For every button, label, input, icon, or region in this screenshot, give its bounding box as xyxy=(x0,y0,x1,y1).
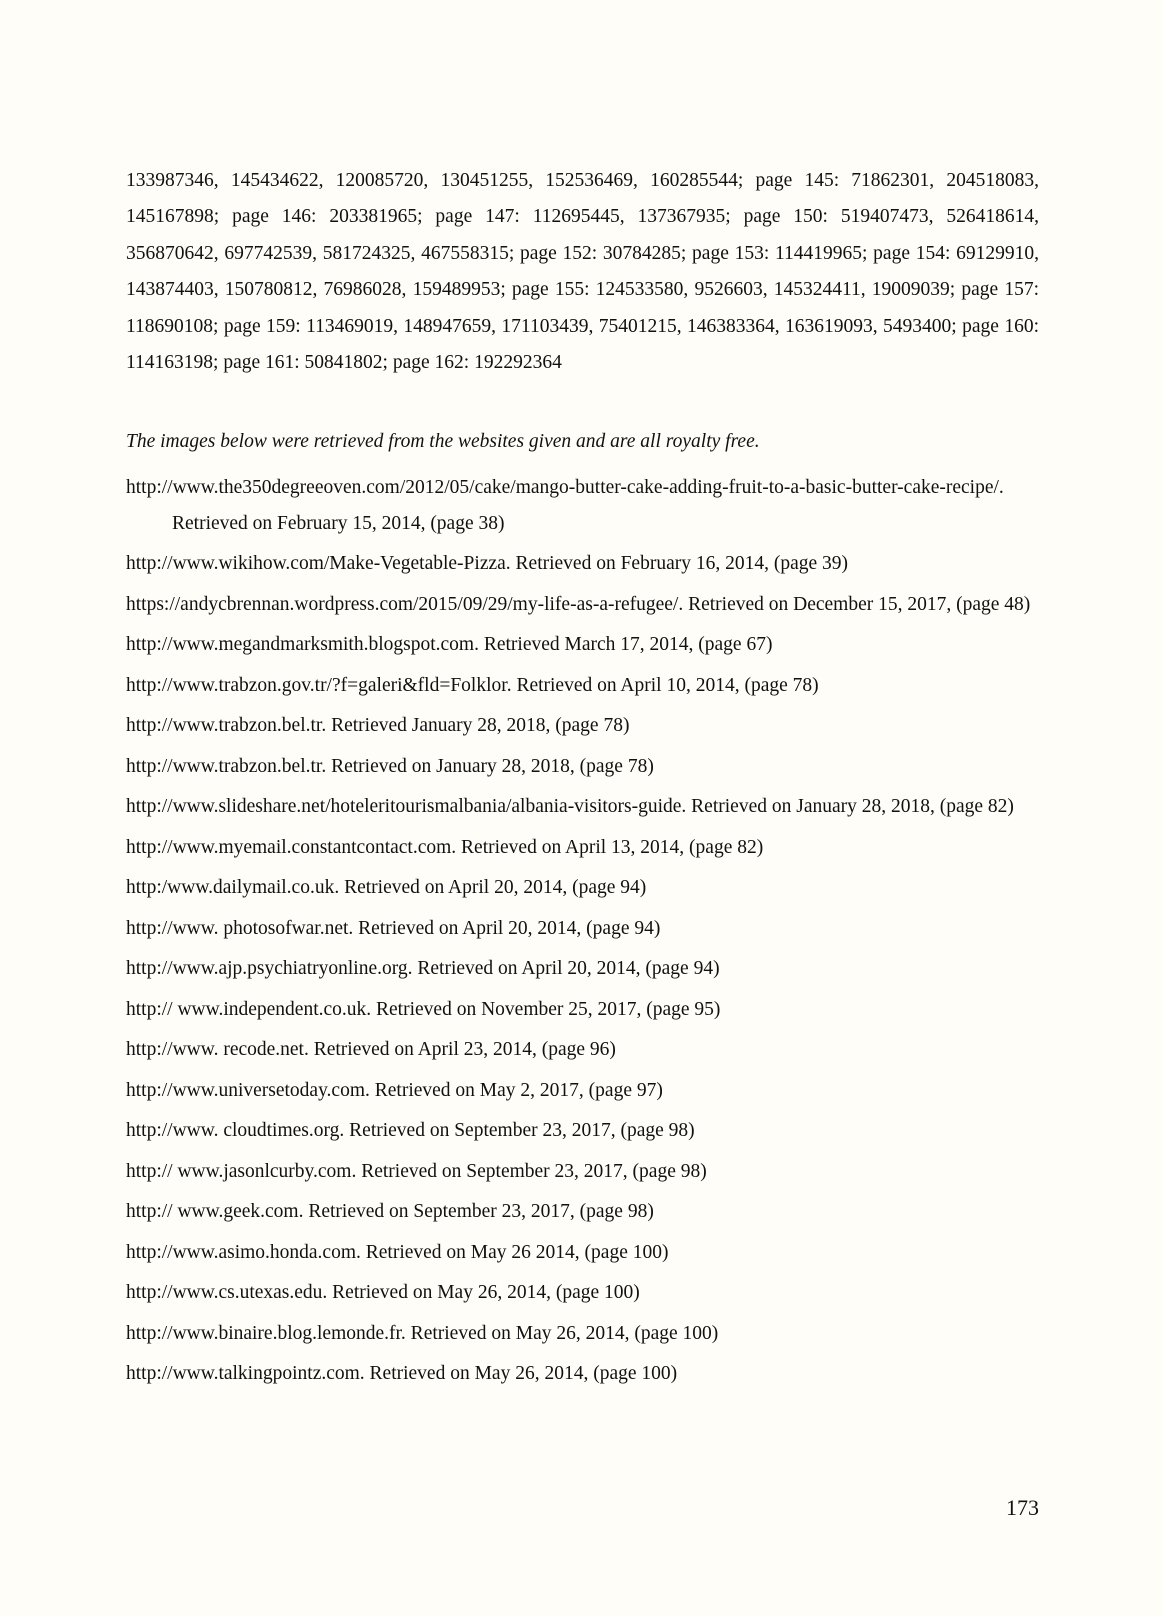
reference-item: http://www.trabzon.bel.tr. Retrieved on January 28, 2018, (page 78) xyxy=(126,755,654,777)
reference-item: http://www.megandmarksmith.blogspot.com. Retrieved March 17, 2014, (page 67) xyxy=(126,634,773,655)
image-sources-intro: The images below were retrieved from the websites given and are all royalty free. xyxy=(126,431,760,452)
page-number: 173 xyxy=(1006,1495,1039,1520)
reference-item: http://www.slideshare.net/hoteleritourismalbania/albania-visitors-guide. Retrieved on January 28, 2018, (page 82) xyxy=(126,796,1014,817)
reference-item: http://www.binaire.blog.lemonde.fr. Retrieved on May 26, 2014, (page 100) xyxy=(126,1322,719,1344)
reference-item: http://www.wikihow.com/Make-Vegetable-Pizza. Retrieved on February 16, 2014, (page 39) xyxy=(126,553,849,574)
reference-item: http:// www.jasonlcurby.com. Retrieved on September 23, 2017, (page 98) xyxy=(126,1160,707,1182)
image-id-list-paragraph: 133987346, 145434622, 120085720, 130451255, 152536469, 160285544; page 145: 71862301, 204518083, 145167898; page 146: 203381965; page 147: 112695445, 137367935; page 150: 519407473, 526418614, 356870642, 697742539, 581724325, 467558315; page 152: 30784285; page 153: 114419965; page 154: 69129910, 143874403, 150780812, 76986028, 159489953; page 155: 124533580, 9526603, 145324411, 19009039; page 157: 118690108; page 159: 113469019, 148947659, 171103439, 75401215, 146383364, 163619093, 5493400; page 160: 114163198; page 161: 50841802; page 162: 192292364 xyxy=(126,170,1039,374)
reference-item: http://www.talkingpointz.com. Retrieved on May 26, 2014, (page 100) xyxy=(126,1363,678,1384)
reference-item: http://www. recode.net. Retrieved on April 23, 2014, (page 96) xyxy=(126,1039,616,1060)
reference-item: http:/www.dailymail.co.uk. Retrieved on April 20, 2014, (page 94) xyxy=(126,877,647,898)
reference-item: http://www.asimo.honda.com. Retrieved on May 26 2014, (page 100) xyxy=(126,1241,669,1263)
reference-item: http:// www.geek.com. Retrieved on September 23, 2017, (page 98) xyxy=(126,1201,654,1222)
reference-item: http://www. photosofwar.net. Retrieved on April 20, 2014, (page 94) xyxy=(126,917,661,939)
reference-item: https://andycbrennan.wordpress.com/2015/09/29/my-life-as-a-refugee/. Retrieved on December 15, 2017, (page 48) xyxy=(126,593,1031,615)
reference-item: http://www. cloudtimes.org. Retrieved on September 23, 2017, (page 98) xyxy=(126,1120,695,1141)
reference-item: http://www.cs.utexas.edu. Retrieved on May 26, 2014, (page 100) xyxy=(126,1282,640,1303)
reference-item: http://www.universetoday.com. Retrieved on May 2, 2017, (page 97) xyxy=(126,1079,663,1101)
reference-item: http://www.ajp.psychiatryonline.org. Retrieved on April 20, 2014, (page 94) xyxy=(126,958,720,979)
reference-item: http://www.trabzon.bel.tr. Retrieved January 28, 2018, (page 78) xyxy=(126,715,630,736)
reference-item: http://www.trabzon.gov.tr/?f=galeri&fld=Folklor. Retrieved on April 10, 2014, (page 78) xyxy=(126,674,819,696)
reference-item: http:// www.independent.co.uk. Retrieved on November 25, 2017, (page 95) xyxy=(126,998,721,1020)
reference-item: http://www.myemail.constantcontact.com. Retrieved on April 13, 2014, (page 82) xyxy=(126,836,764,858)
image-source-reference-list xyxy=(126,470,1039,1397)
reference-item: http://www.the350degreeoven.com/2012/05/cake/mango-butter-cake-adding-fruit-to-a-basic-butter-cake-recipe/. Retrieved on February 15, 2014, (page 38) xyxy=(126,477,1004,534)
